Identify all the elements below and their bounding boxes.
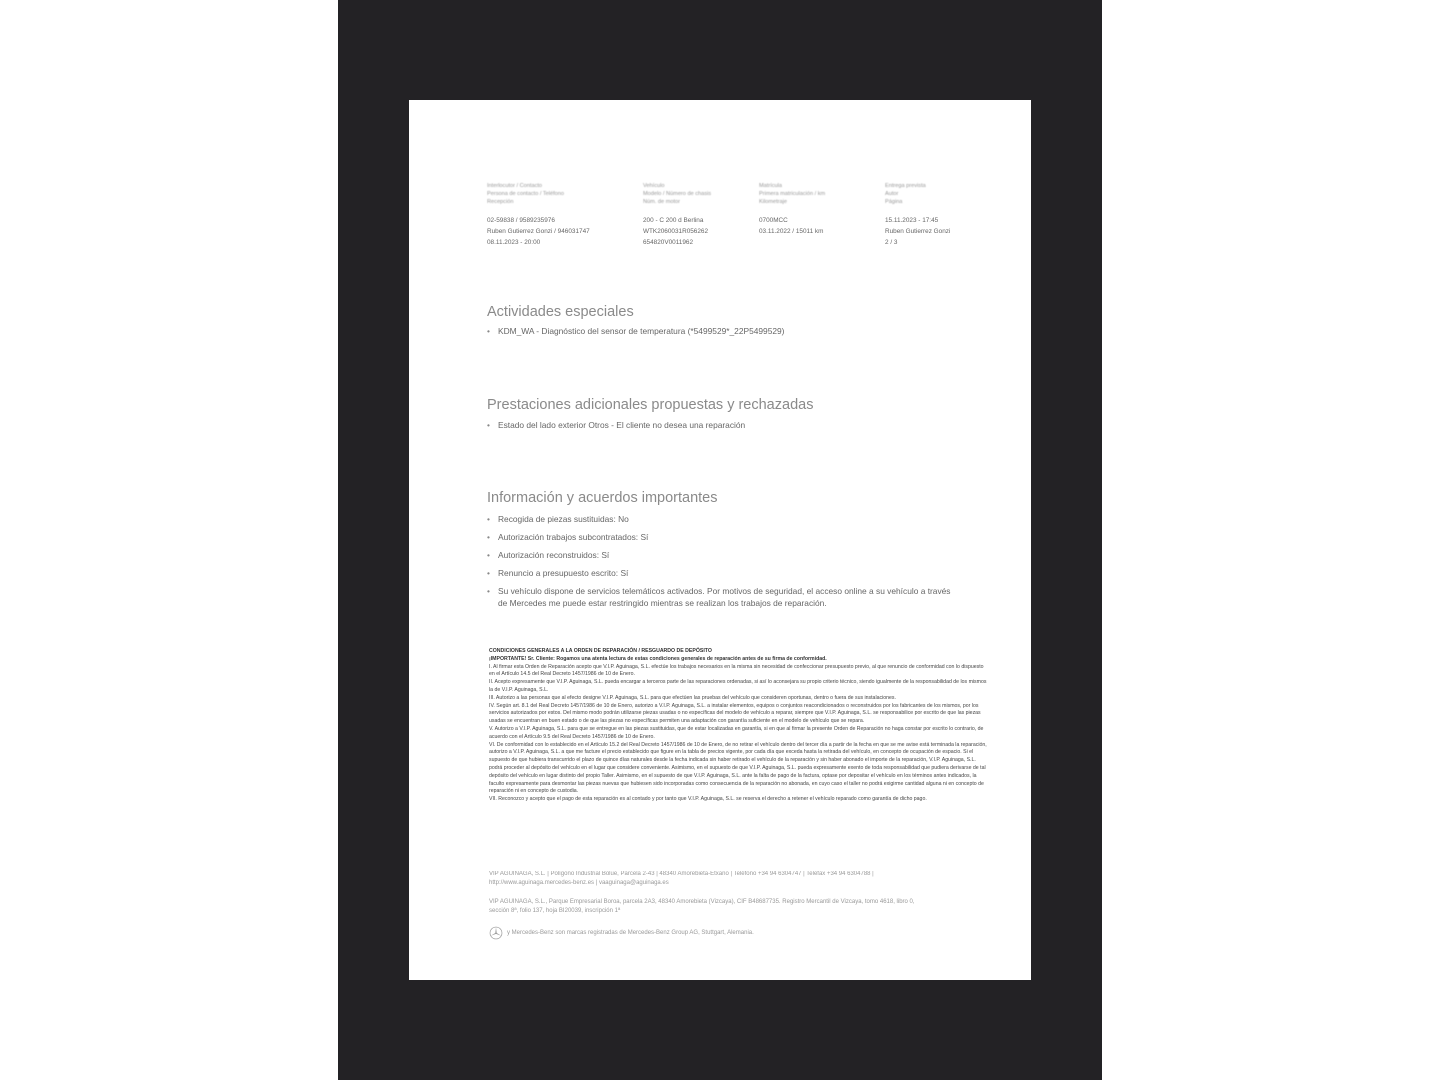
header-value: 03.11.2022 / 15011 km: [759, 228, 824, 235]
terms-subheading: ¡IMPORTANTE! Sr. Cliente: Rogamos una atenta lectura de estas condiciones generales de reparación antes de su firma de conformidad.: [489, 655, 827, 662]
header-label: Recepción: [487, 199, 514, 205]
header-value: 15.11.2023 - 17:45: [885, 217, 939, 224]
footer-registry: VIP AGUINAGA, S.L., Parque Empresarial Boroa, parcela 2A3, 48340 Amorebieta (Vizcaya), CIF B48687735. Registro Mercantil de Vizcaya, tomo 4618, libro 0,: [489, 899, 915, 905]
header-value: 02-59838 / 9589235976: [487, 217, 555, 224]
header-label: Entrega prevista: [885, 183, 926, 189]
section-title-actividades: Actividades especiales: [487, 304, 634, 320]
header-column-vehicle: [643, 182, 753, 248]
footer-registry-detail: sección 8ª, folio 137, hoja BI20039, inscripción 1ª: [489, 908, 621, 914]
header-label: Matrícula: [759, 183, 783, 189]
header-label: Vehículo: [643, 183, 665, 189]
header-label: Kilometraje: [759, 199, 787, 205]
header-column-delivery: [885, 182, 985, 248]
header-value: 654820V0011962: [643, 239, 693, 246]
header-value: 0700MCC: [759, 217, 788, 224]
terms-paragraph: III. Autorizo a las personas que al efecto designe V.I.P. Aguinaga, S.L. para que efectúen las pruebas del vehículo que consideren oportunas, dentro o fuera de sus instalaciones.: [489, 694, 896, 701]
terms-heading: CONDICIONES GENERALES A LA ORDEN DE REPARACIÓN / RESGUARDO DE DEPÓSITO: [489, 648, 712, 654]
list-item: • Estado del lado exterior Otros - El cliente no desea una reparación: [487, 420, 957, 430]
order-header: [487, 182, 991, 262]
header-value: WTK2060031R056262: [643, 228, 709, 235]
header-column-registration: [759, 182, 869, 237]
header-label: Persona de contacto / Teléfono: [487, 191, 565, 197]
section-title-informacion: Información y acuerdos importantes: [487, 490, 718, 506]
informacion-list: [487, 513, 957, 609]
header-column-contact: [487, 182, 627, 248]
terms-paragraph: VII. Reconozco y acepto que el pago de esta reparación es al contado y por tanto que V.I.P. Aguinaga, S.L. se reserva el derecho a retener el vehículo reparado como garantía de dicho pago.: [489, 796, 927, 803]
list-item: • Su vehículo dispone de servicios telemáticos activados. Por motivos de seguridad, el acceso online a su vehículo a través de Mercedes me puede estar restringido mientras se realizan los trabajos de reparación.: [487, 585, 957, 609]
footer-address: VIP AGUINAGA, S.L. | Polígono Industrial Bolue, Parcela 2-43 | 48340 Amorebieta-Etxano | Teléfono +34 94 6304747 | Telefax +34 94 6304788 |: [489, 871, 874, 877]
footer-web: http://www.aguinaga.mercedes-benz.es | vaaguinaga@aguinaga.es: [489, 880, 669, 886]
footer-trademark: y Mercedes-Benz son marcas registradas de Mercedes-Benz Group AG, Stuttgart, Alemania.: [507, 929, 754, 936]
header-label: Primera matriculación / km: [759, 191, 826, 197]
company-footer: [489, 870, 989, 940]
prestaciones-list: [487, 420, 957, 430]
section-title-prestaciones: Prestaciones adicionales propuestas y rechazadas: [487, 397, 814, 413]
header-value: Ruben Gutierrez Gonzi / 946031747: [487, 228, 590, 235]
header-label: Interlocutor / Contacto: [487, 183, 543, 189]
list-item: • Autorización reconstruidos: Sí: [487, 549, 957, 561]
header-label: Página: [885, 199, 903, 205]
list-item: • Recogida de piezas sustituidas: No: [487, 513, 957, 525]
document-page: [409, 100, 1031, 980]
header-value: 08.11.2023 - 20:00: [487, 239, 541, 246]
header-value: 2 / 3: [885, 239, 898, 246]
list-item: • Autorización trabajos subcontratados: Sí: [487, 531, 957, 543]
terms-paragraph: II. Acepto expresamente que V.I.P. Aguinaga, S.L. pueda encargar a terceros parte de las reparaciones ordenadas, si así lo aconsejara su propio criterio técnico, siendo igualmente de la responsabilidad de los mismos la de V.I.P. Aguinaga, S.L.: [489, 679, 987, 693]
header-label: Núm. de motor: [643, 199, 680, 205]
header-label: Modelo / Número de chasis: [643, 191, 712, 197]
list-item: • Renuncio a presupuesto escrito: Sí: [487, 567, 957, 579]
header-label: Autor: [885, 191, 899, 197]
header-value: Ruben Gutierrez Gonzi: [885, 228, 951, 235]
general-conditions: [489, 648, 987, 804]
terms-paragraph: V. Autorizo a V.I.P. Aguinaga, S.L. para que se entregue en las piezas sustituidas, que de estar localizadas en garantía, si en que al firmar la presente Orden de Reparación no haga constar por escrito lo contrario, de acuerdo con el Artículo 9.5 del Real Decreto 1457/1986 de 10 de Enero.: [489, 725, 984, 740]
list-item: • KDM_WA - Diagnóstico del sensor de temperatura (*5499529*_22P5499529): [487, 326, 957, 336]
terms-paragraph: IV. Según art. 8.1 del Real Decreto 1457/1986 de 10 de Enero, autorizo a V.I.P. Aguinaga, S.L. a instalar elementos, equipos o conjuntos reacondicionados o reconstruidos por los fabricantes de los mismos, por los servicios autorizados por estos. Del mismo modo podrán utilizarse piezas usadas o no específicas del modelo de vehículo a reparar, siempre que V.I.P. Aguinaga, S.L. se responsabilice por escrito de que las piezas usadas se encuentran en buen estado o de que las piezas no específicas permiten una adaptación con garantía suficiente en el modelo de vehículo que se repara.: [489, 702, 981, 725]
terms-paragraph: I. Al firmar esta Orden de Reparación acepto que V.I.P. Aguinaga, S.L. efectúe los trabajos necesarios en la misma sin necesidad de confeccionar presupuesto previo, al que renuncio de conformidad con lo dispuesto en el Artículo 14.5 del Real Decreto 1457/1986 de 10 de Enero.: [489, 663, 984, 678]
header-value: 200 - C 200 d Berlina: [643, 217, 704, 224]
mercedes-star-icon: [489, 926, 503, 940]
actividades-list: [487, 326, 957, 336]
terms-paragraph: VI. De conformidad con lo establecido en el Artículo 15.2 del Real Decreto 1457/1986 de 10 de Enero, de no retirar el vehículo dentro del tercer día a partir de la fecha en que se me avise está terminada la reparación, autorizo a V.I.P. Aguinaga, S.L. a que me facture el precio establecido que figure en la tabla de precios vigente, por cada día que exceda hasta la retirada del vehículo, en concepto de ocupación de espacio. Si el supuesto de que hubiera transcurrido el plazo de quince días naturales desde la fecha indicada sin haber retirado el vehículo de la reparación y sin haber abonado el importe de la reparación, V.I.P. Aguinaga, S.L. podrá proceder al depósito del vehículo en el lugar que considere conveniente. Asimismo, en el supuesto de que V.I.P. Aguinaga, S.L. pueda expresamente exento de toda responsabilidad que pudiera derivarse de tal depósito del vehículo en lugar distinto del propio Taller. Asimismo, en el supuesto de que V.I.P. Aguinaga, S.L. ante la falta de pago de la factura, optase por depositar el vehículo en los términos antes indicados, la faculto expresamente para desmontar las piezas nuevas que hubiesen sido incorporadas como consecuencia de la reparación no abonada, en cuyo caso el taller no podrá exigirme cantidad alguna ni en concepto de reparación ni en concepto de custodia.: [489, 741, 987, 795]
